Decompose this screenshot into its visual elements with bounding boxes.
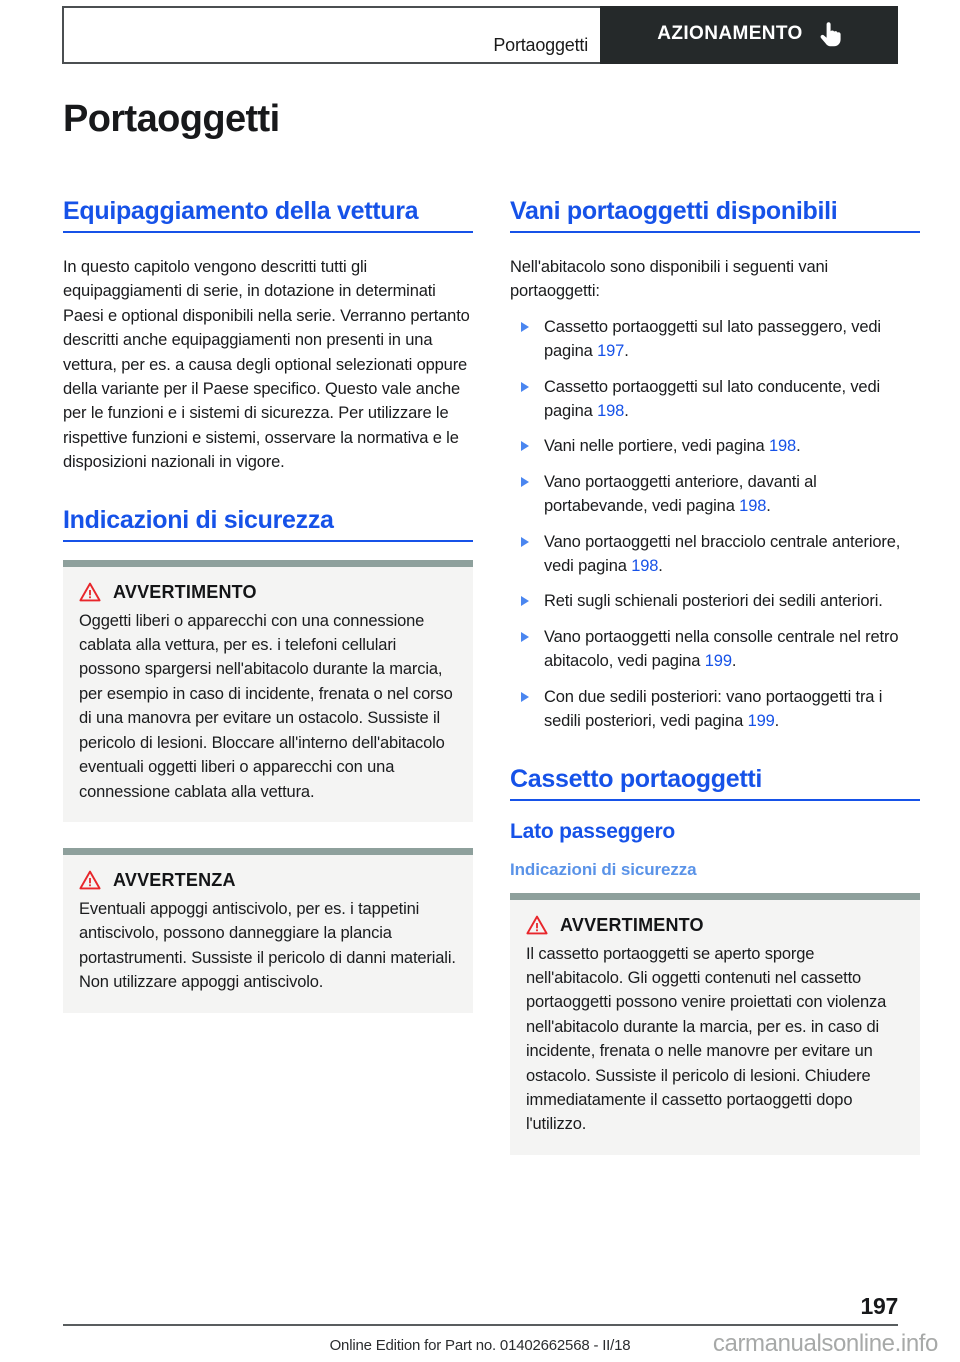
right-column [510, 196, 920, 1155]
warning-box-text: Eventuali appoggi antiscivolo, per es. i tappetini antiscivolo, possono danneggiare la plancia portastrumenti. Sussiste il pericolo di danni materiali. Non utilizzare appoggi antiscivolo. [79, 899, 456, 992]
list-item-label: Cassetto portaoggetti sul lato conducente, vedi pagina [544, 377, 881, 421]
list-item [510, 625, 920, 674]
list-item-label: Vano portaoggetti anteriore, davanti al portabevande, vedi pagina [544, 472, 817, 516]
list-item-label: Con due sedili posteriori: vano portaoggetti tra i sedili posteriori, vedi pagina [544, 687, 883, 731]
bullet-triangle-icon [521, 322, 529, 332]
warning-triangle-icon [526, 915, 548, 935]
list-item [510, 375, 920, 424]
warning-box-header [79, 870, 457, 891]
page-header [62, 6, 898, 64]
warning-box-title: AVVERTENZA [113, 869, 236, 890]
list-item-label: Reti sugli schienali posteriori dei sedili anteriori. [544, 592, 883, 611]
bullet-triangle-icon [521, 477, 529, 487]
bullet-triangle-icon [521, 441, 529, 451]
bullet-triangle-icon [521, 596, 529, 606]
page-reference-link[interactable]: 198 [631, 557, 659, 576]
bullet-triangle-icon [521, 537, 529, 547]
left-intro-paragraph: In questo capitolo vengono descritti tutti gli equipaggiamenti di serie, in dotazione in determinati Paesi e optional disponibili nella serie. Verranno pertanto descritti anche equipaggiamenti non presenti in una vettura, per es. a causa degli optional selezionati oppure della variante per il Paese specifico. Questo vale anche per le funzioni e i sistemi di sicurezza. Per utilizzare le rispettive funzioni e sistemi, osservare la normativa e le disposizioni nazionali in vigore. [63, 258, 470, 472]
page-number: 197 [860, 1293, 898, 1319]
bullet-triangle-icon [521, 382, 529, 392]
warning-box-text: Il cassetto portaoggetti se aperto sporge nell'abitacolo. Gli oggetti contenuti nel cassetto portaoggetti possono venire proiettati con violenza nell'abitacolo durante la marcia, per es. in caso di incidente, frenata o nelle manovre per evitare un ostacolo. Sussiste il pericolo di lesioni. Chiudere immediatamente il cassetto portaoggetti dopo l'utilizzo. [526, 944, 887, 1134]
storage-compartment-list [510, 315, 920, 734]
left-safety-heading: Indicazioni di sicurezza [63, 505, 473, 542]
list-item-label: Vano portaoggetti nel bracciolo centrale anteriore, vedi pagina [544, 532, 901, 576]
warning-box-header [526, 915, 904, 936]
page-reference-link[interactable]: 197 [597, 342, 625, 361]
right-safety-heading: Indicazioni di sicurezza [510, 859, 697, 879]
list-item-label-suffix: . [796, 437, 801, 456]
warning-box-title: AVVERTIMENTO [113, 581, 257, 602]
warning-triangle-icon [79, 870, 101, 890]
breadcrumb-label: Portaoggetti [493, 35, 588, 55]
list-item [510, 685, 920, 734]
list-item-label: Cassetto portaoggetti sul lato passeggero, vedi pagina [544, 317, 881, 361]
chapter-tab-label: AZIONAMENTO [657, 23, 803, 44]
bullet-triangle-icon [521, 632, 529, 642]
footer-edition-text: Online Edition for Part no. 01402662568 - II/18 [329, 1337, 631, 1354]
list-item-label-suffix: . [624, 342, 629, 361]
pointing-hand-icon [819, 21, 841, 47]
bullet-triangle-icon [521, 692, 529, 702]
page-reference-link[interactable]: 198 [597, 402, 625, 421]
list-item [510, 315, 920, 364]
list-item [510, 434, 920, 458]
list-item [510, 470, 920, 519]
list-item-label: Vano portaoggetti nella consolle centrale nel retro abitacolo, vedi pagina [544, 627, 899, 671]
warning-box-text: Oggetti liberi o apparecchi con una connessione cablata alla vettura, per es. i telefoni cellulari possono spargersi nell'abitacolo durante la marcia, per esempio in caso di incidente, frenata o nel corso di una manovra per evitare un ostacolo. Sussiste il pericolo di lesioni. Bloccare all'interno dell'abitacolo eventuali oggetti liberi o apparecchi con una connessione cablata alla vettura. [79, 611, 453, 801]
list-item [510, 530, 920, 579]
right-intro-paragraph: Nell'abitacolo sono disponibili i seguenti vani portaoggetti: [510, 258, 829, 301]
warning-box-title: AVVERTIMENTO [560, 914, 704, 935]
warning-box-header [79, 582, 457, 603]
list-item-label: Vani nelle portiere, vedi pagina [544, 437, 769, 456]
page-reference-link[interactable]: 198 [768, 437, 797, 456]
list-item-label-suffix: . [774, 712, 780, 731]
right-section-heading: Vani portaoggetti disponibili [510, 196, 920, 233]
list-item [510, 589, 920, 613]
warning-box-avvertenza [63, 848, 473, 1013]
chapter-tab-azionamento[interactable] [600, 6, 898, 64]
footer-divider [63, 1324, 898, 1326]
watermark: carmanualsonline.info [712, 1330, 938, 1357]
page-reference-link[interactable]: 199 [704, 652, 732, 671]
list-item-label-suffix: . [658, 557, 663, 576]
page-reference-link[interactable]: 199 [747, 712, 775, 731]
breadcrumb [62, 6, 600, 64]
page-reference-link[interactable]: 198 [739, 497, 767, 516]
list-item-label-suffix: . [624, 402, 629, 421]
warning-box-cassetto-avvertimento [510, 893, 920, 1155]
page-title: Portaoggetti [63, 98, 280, 140]
warning-triangle-icon [79, 582, 101, 602]
left-section-heading: Equipaggiamento della vettura [63, 196, 473, 233]
lato-passeggero-heading: Lato passeggero [510, 819, 676, 843]
left-column [63, 196, 473, 1013]
warning-box-avvertimento [63, 560, 473, 822]
list-item-label-suffix: . [731, 652, 737, 671]
cassetto-portaoggetti-heading: Cassetto portaoggetti [510, 764, 920, 801]
list-item-label-suffix: . [766, 497, 771, 516]
